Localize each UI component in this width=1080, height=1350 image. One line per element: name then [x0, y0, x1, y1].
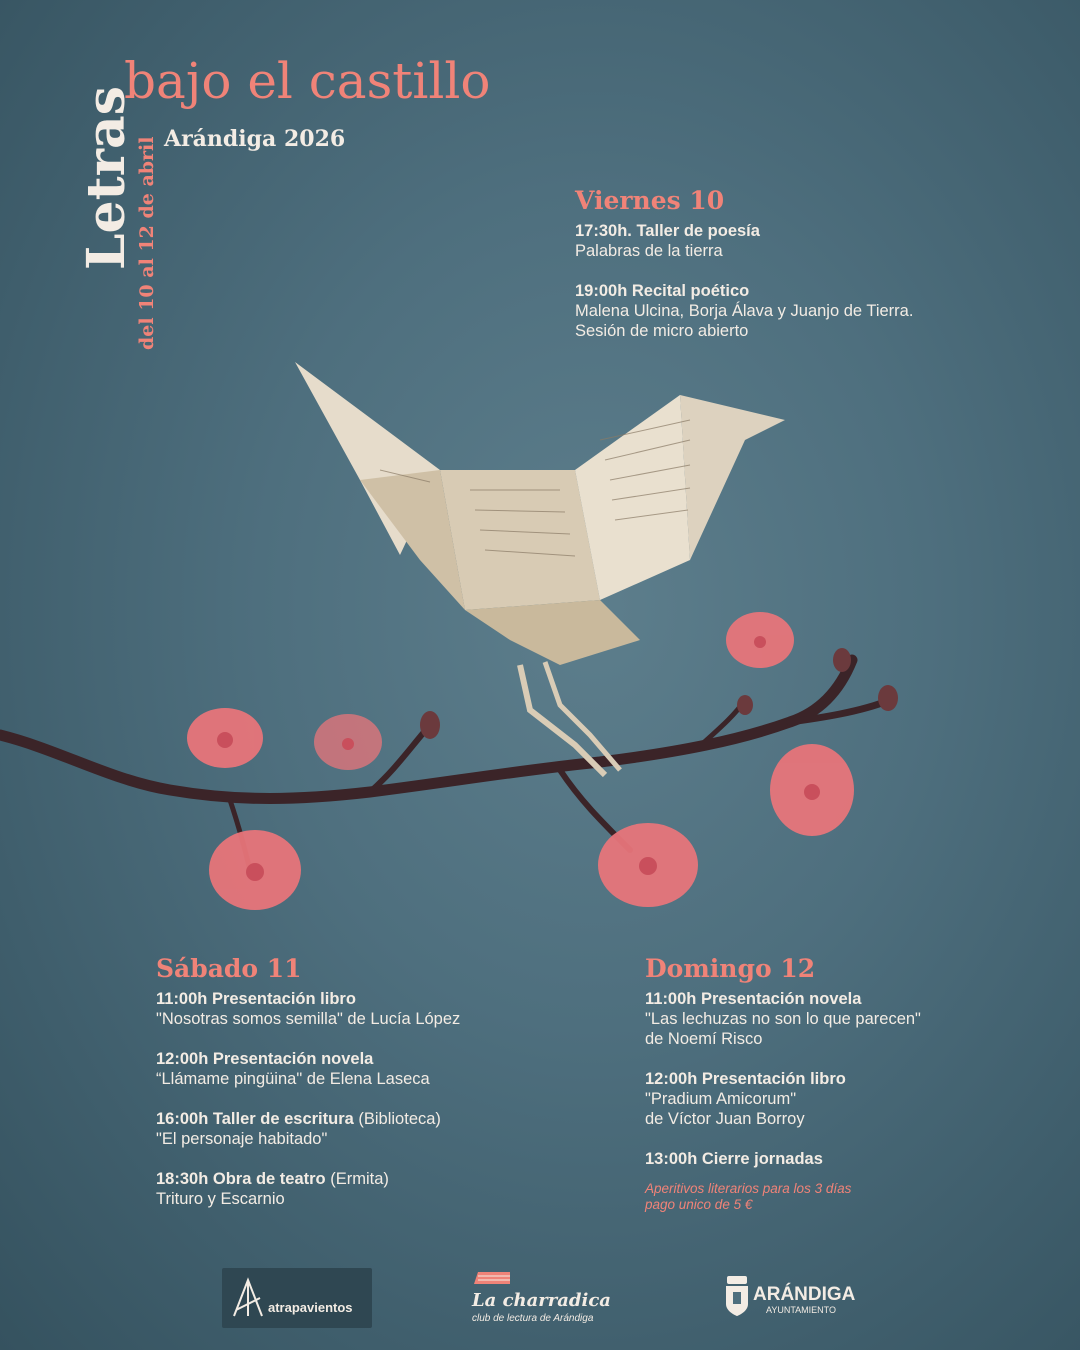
- event-time: 18:30h Obra de teatro (Ermita): [156, 1170, 389, 1188]
- day-title: Viernes 10: [575, 186, 725, 215]
- event-time: 17:30h. Taller de poesía: [575, 222, 760, 240]
- logo-arandiga: [724, 1272, 864, 1322]
- price-note-line: pago unico de 5 €: [645, 1197, 753, 1212]
- origami-bird-icon: [295, 362, 785, 775]
- event-detail: Palabras de la tierra: [575, 242, 723, 260]
- page-title: bajo el castillo: [124, 52, 491, 110]
- day-sunday: [645, 954, 1055, 1213]
- event-detail: Trituro y Escarnio: [156, 1190, 285, 1208]
- day-title: Domingo 12: [645, 954, 816, 983]
- day-friday: [575, 186, 985, 361]
- event-item: [645, 989, 1055, 1049]
- event-item: [645, 1149, 1055, 1169]
- event-item: [156, 1049, 566, 1089]
- event-time: 12:00h Presentación libro: [645, 1070, 846, 1088]
- logo-arandiga-subtitle: AYUNTAMIENTO: [766, 1305, 837, 1315]
- blossom-branch-icon: [0, 612, 898, 910]
- day-title: Sábado 11: [156, 954, 302, 983]
- illustration: [0, 340, 1080, 940]
- coat-of-arms-icon: [724, 1274, 750, 1318]
- book-icon: [472, 1268, 512, 1286]
- event-time: 13:00h Cierre jornadas: [645, 1150, 823, 1168]
- event-item: [156, 989, 566, 1029]
- event-item: [156, 1109, 566, 1149]
- event-detail: Malena Ulcina, Borja Álava y Juanjo de Tierra.: [575, 302, 914, 320]
- logo-atrapavientos: [222, 1268, 372, 1328]
- sail-icon: [228, 1276, 268, 1320]
- event-item: [156, 1169, 566, 1209]
- event-detail-2: de Noemí Risco: [645, 1030, 763, 1048]
- logo-charradica-title: La charradica: [472, 1290, 611, 1311]
- event-detail-2: de Víctor Juan Borroy: [645, 1110, 805, 1128]
- event-time: 16:00h Taller de escritura (Biblioteca): [156, 1110, 441, 1128]
- day-saturday: [156, 954, 566, 1229]
- event-item: [575, 281, 985, 341]
- event-time: 12:00h Presentación novela: [156, 1050, 374, 1068]
- price-note: [645, 1181, 1055, 1213]
- event-item: [645, 1069, 1055, 1129]
- logo-charradica-subtitle: club de lectura de Arándiga: [472, 1313, 594, 1324]
- event-detail-2: Sesión de micro abierto: [575, 322, 749, 340]
- event-dates: del 10 al 12 de abril: [136, 136, 158, 350]
- event-item: [575, 221, 985, 261]
- logo-atrapavientos-text: atrapavientos: [268, 1300, 353, 1315]
- event-detail: "Pradium Amicorum": [645, 1090, 797, 1108]
- event-time: 11:00h Presentación libro: [156, 990, 356, 1008]
- event-detail: “Llámame pingüina" de Elena Laseca: [156, 1070, 430, 1088]
- logo-arandiga-title: ARÁNDIGA: [753, 1284, 856, 1305]
- price-note-line: Aperitivos literarios para los 3 días: [645, 1181, 852, 1196]
- title-letras: Letras: [76, 85, 137, 270]
- logo-charradica: [472, 1268, 622, 1328]
- event-detail: "Las lechuzas no son lo que parecen": [645, 1010, 921, 1028]
- page-subtitle: Arándiga 2026: [164, 126, 346, 152]
- event-time: 11:00h Presentación novela: [645, 990, 862, 1008]
- event-detail: "Nosotras somos semilla" de Lucía López: [156, 1010, 461, 1028]
- event-time: 19:00h Recital poético: [575, 282, 750, 300]
- event-detail: "El personaje habitado": [156, 1130, 328, 1148]
